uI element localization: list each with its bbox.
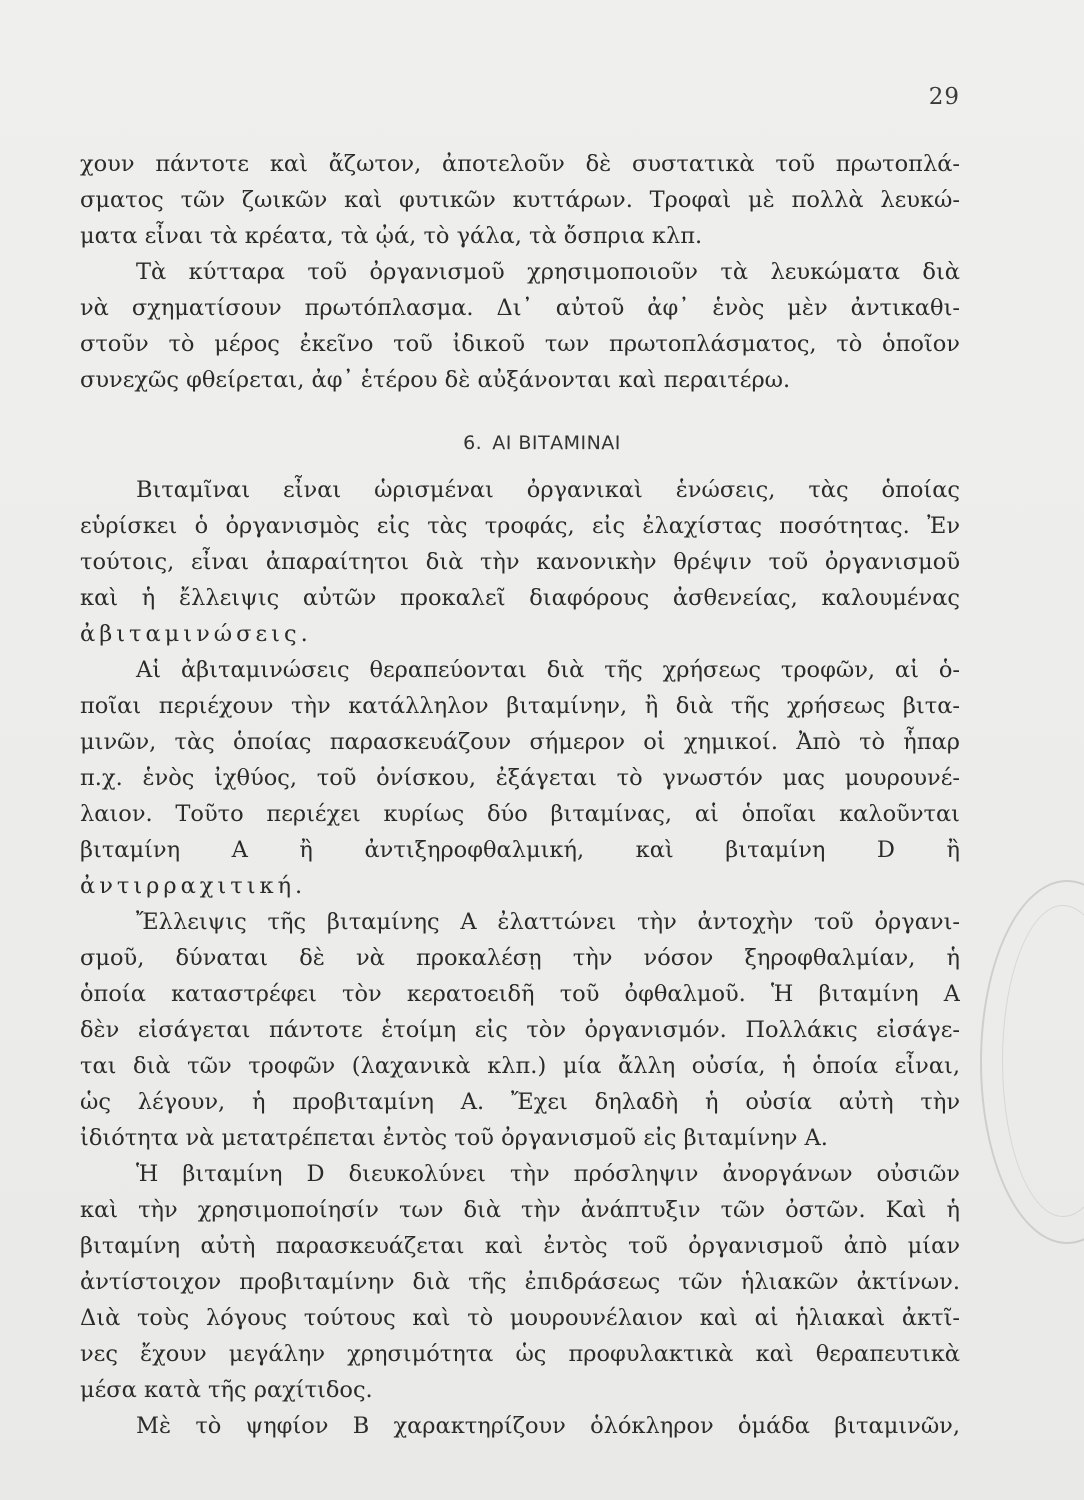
text-line: ται διὰ τῶν τροφῶν (λαχανικὰ κλπ.) μία ἄλλη οὐσία, ἡ ὁποία εἶναι,	[80, 1053, 960, 1079]
text-line: καὶ τὴν χρησιμοποίησίν των διὰ τὴν ἀνάπτυξιν τῶν ὀστῶν. Καὶ ἡ	[80, 1197, 960, 1223]
text-line: σμοῦ, δύναται δὲ νὰ προκαλέσῃ τὴν νόσον ξηροφθαλμίαν, ἡ	[80, 945, 960, 971]
text-block-main	[80, 472, 960, 1444]
text-line: Μὲ τὸ ψηφίον Β χαρακτηρίζουν ὁλόκληρον ὁμάδα βιταμινῶν,	[136, 1413, 960, 1439]
text-line: μέσα κατὰ τῆς ραχίτιδος.	[80, 1377, 373, 1403]
text-line: Διὰ τοὺς λόγους τούτους καὶ τὸ μουρουνέλαιον καὶ αἱ ἡλιακαὶ ἀκτῖ-	[80, 1305, 960, 1331]
text-line: βιταμίνη αὐτὴ παρασκευάζεται καὶ ἐντὸς τοῦ ὀργανισμοῦ ἀπὸ μίαν	[80, 1233, 960, 1259]
text-line: σματος τῶν ζωικῶν καὶ φυτικῶν κυττάρων. Τροφαὶ μὲ πολλὰ λευκώ-	[80, 187, 960, 213]
text-line: Ἡ βιταμίνη D διευκολύνει τὴν πρόσληψιν ἀνοργάνων οὐσιῶν	[136, 1161, 960, 1187]
text-line: νες ἔχουν μεγάλην χρησιμότητα ὡς προφυλακτικὰ καὶ θεραπευτικὰ	[80, 1341, 960, 1367]
text-line: π.χ. ἑνὸς ἰχθύος, τοῦ ὀνίσκου, ἐξάγεται τὸ γνωστόν μας μουρουνέ-	[80, 765, 960, 791]
text-line: καὶ ἡ ἔλλειψις αὐτῶν προκαλεῖ διαφόρους ἀσθενείας, καλουμένας	[80, 585, 960, 611]
text-line: ἀβιταμινώσεις.	[80, 621, 312, 647]
text-line: νὰ σχηματίσουν πρωτόπλασμα. Δι᾽ αὐτοῦ ἀφ᾽ ἑνὸς μὲν ἀντικαθι-	[80, 295, 960, 321]
text-block-top	[80, 146, 960, 398]
text-line: ἀντιρραχιτική.	[80, 873, 307, 899]
text-line: ἀντίστοιχον προβιταμίνην διὰ τῆς ἐπιδράσεως τῶν ἡλιακῶν ἀκτίνων.	[80, 1269, 960, 1295]
page-number: 29	[928, 84, 960, 110]
text-line: χουν πάντοτε καὶ ἄζωτον, ἀποτελοῦν δὲ συστατικὰ τοῦ πρωτοπλά-	[80, 151, 960, 177]
text-line: ματα εἶναι τὰ κρέατα, τὰ ᾠά, τὸ γάλα, τὰ ὄσπρια κλπ.	[80, 223, 703, 249]
text-line: ἰδιότητα νὰ μετατρέπεται ἐντὸς τοῦ ὀργανισμοῦ εἰς βιταμίνην Α.	[80, 1125, 828, 1151]
text-line: λαιον. Τοῦτο περιέχει κυρίως δύο βιταμίνας, αἱ ὁποῖαι καλοῦνται	[80, 801, 960, 827]
text-line: Αἱ ἀβιταμινώσεις θεραπεύονται διὰ τῆς χρήσεως τροφῶν, αἱ ὁ-	[136, 657, 960, 683]
text-line: Βιταμῖναι εἶναι ὡρισμέναι ὀργανικαὶ ἑνώσεις, τὰς ὁποίας	[136, 477, 960, 503]
text-line: δὲν εἰσάγεται πάντοτε ἑτοίμη εἰς τὸν ὀργανισμόν. Πολλάκις εἰσάγε-	[80, 1017, 960, 1043]
text-line: βιταμίνη Α ἢ ἀντιξηροφθαλμική, καὶ βιταμίνη D ἢ	[80, 837, 960, 863]
text-line: Τὰ κύτταρα τοῦ ὀργανισμοῦ χρησιμοποιοῦν τὰ λευκώματα διὰ	[136, 259, 960, 285]
section-heading	[0, 432, 1084, 454]
text-line: συνεχῶς φθείρεται, ἀφ᾽ ἑτέρου δὲ αὐξάνονται καὶ περαιτέρω.	[80, 367, 791, 393]
text-line: στοῦν τὸ μέρος ἐκεῖνο τοῦ ἰδικοῦ των πρωτοπλάσματος, τὸ ὁποῖον	[80, 331, 960, 357]
text-line: εὑρίσκει ὁ ὀργανισμὸς εἰς τὰς τροφάς, εἰς ἐλαχίστας ποσότητας. Ἐν	[80, 513, 960, 539]
text-line: τούτοις, εἶναι ἀπαραίτητοι διὰ τὴν κανονικὴν θρέψιν τοῦ ὀργανισμοῦ	[80, 549, 960, 575]
text-line: μινῶν, τὰς ὁποίας παρασκευάζουν σήμερον οἱ χημικοί. Ἀπὸ τὸ ἧπαρ	[80, 729, 960, 755]
text-line: Ἔλλειψις τῆς βιταμίνης Α ἐλαττώνει τὴν ἀντοχὴν τοῦ ὀργανι-	[136, 909, 960, 935]
text-line: ὁποία καταστρέφει τὸν κερατοειδῆ τοῦ ὀφθαλμοῦ. Ἡ βιταμίνη Α	[80, 981, 960, 1007]
section-title: ΑΙ ΒΙΤΑΜΙΝΑΙ	[492, 432, 621, 454]
text-line: ποῖαι περιέχουν τὴν κατάλληλον βιταμίνην, ἢ διὰ τῆς χρήσεως βιτα-	[80, 693, 960, 719]
text-line: ὡς λέγουν, ἡ προβιταμίνη Α. Ἔχει δηλαδὴ ἡ οὐσία αὐτὴ τὴν	[80, 1089, 960, 1115]
section-number: 6.	[463, 432, 483, 454]
